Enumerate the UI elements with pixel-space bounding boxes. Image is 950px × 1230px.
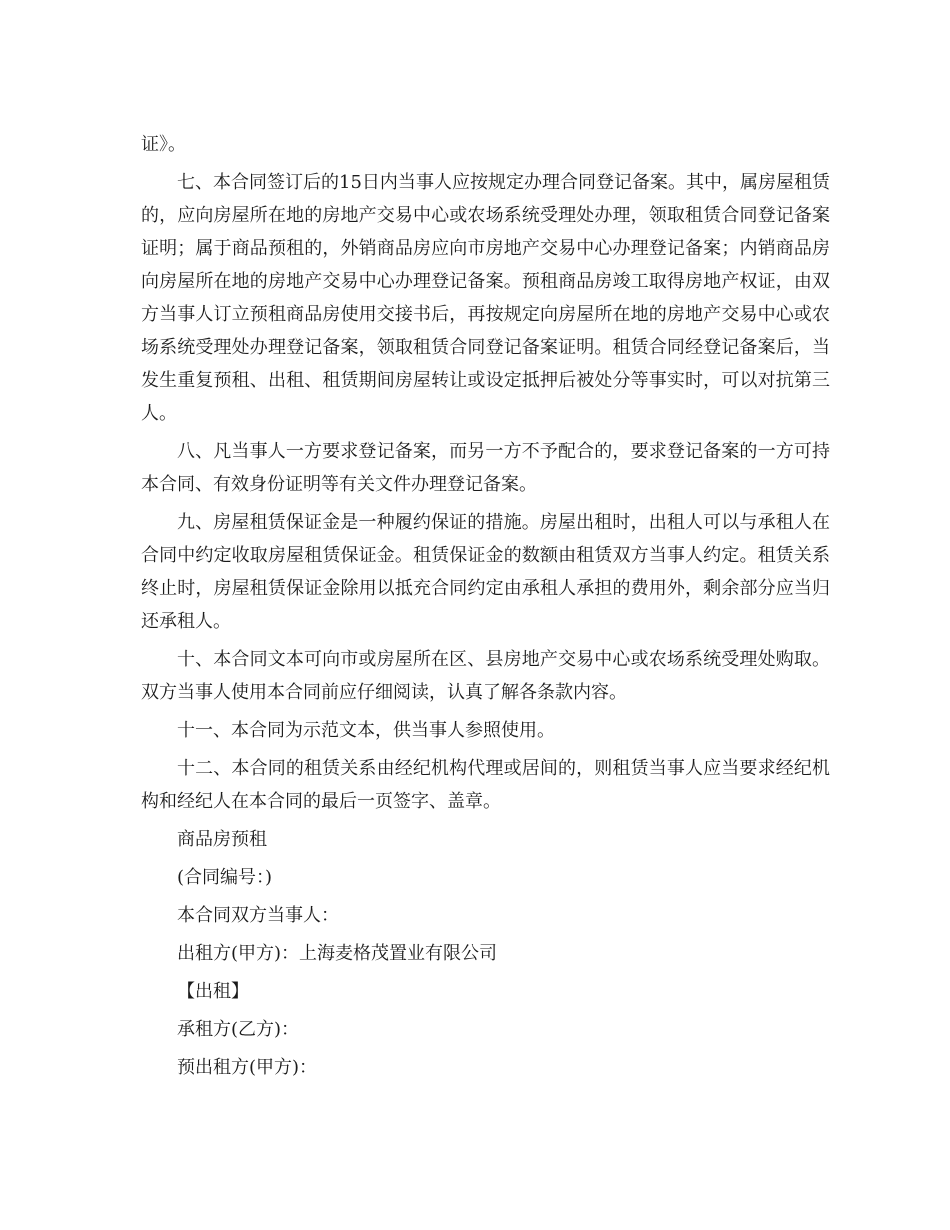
lessor-line: 出租方(甲方)：上海麦格茂置业有限公司 xyxy=(177,943,498,964)
section-heading-lease: 【出租】 xyxy=(177,981,249,1002)
parties-heading: 本合同双方当事人： xyxy=(177,905,339,926)
clause-11: 十一、本合同为示范文本，供当事人参照使用。 xyxy=(177,720,555,741)
clause-12: 十二、本合同的租赁关系由经纪机构代理或居间的，则租赁当事人应当要求经纪机构和经纪人在本合同的最后一页签字、盖章。 xyxy=(141,758,830,812)
pre-lessor-line: 预出租方(甲方)： xyxy=(177,1057,318,1078)
contract-number: (合同编号：) xyxy=(177,867,273,888)
lessee-line: 承租方(乙方)： xyxy=(177,1019,300,1040)
clause-9: 九、房屋租赁保证金是一种履约保证的措施。房屋出租时，出租人可以与承租人在合同中约定收取房屋租赁保证金。租赁保证金的数额由租赁双方当事人约定。租赁关系终止时，房屋租赁保证金除用以抵充合同约定由承租人承担的费用外，剩余部分应当归还承租人。 xyxy=(141,512,830,632)
clause-8: 八、凡当事人一方要求登记备案，而另一方不予配合的，要求登记备案的一方可持本合同、有效身份证明等有关文件办理登记备案。 xyxy=(141,441,830,495)
paragraph-continuation: 证》。 xyxy=(141,134,186,155)
clause-10: 十、本合同文本可向市或房屋所在区、县房地产交易中心或农场系统受理处购取。双方当事人使用本合同前应仔细阅读，认真了解各条款内容。 xyxy=(141,649,830,703)
clause-7: 七、本合同签订后的15日内当事人应按规定办理合同登记备案。其中，属房屋租赁的，应向房屋所在地的房地产交易中心或农场系统受理处办理，领取租赁合同登记备案证明；属于商品预租的，外销商品房应向市房地产交易中心办理登记备案；内销商品房向房屋所在地的房地产交易中心办理登记备案。预租商品房竣工取得房地产权证，由双方当事人订立预租商品房使用交接书后，再按规定向房屋所在地的房地产交易中心或农场系统受理处办理登记备案，领取租赁合同登记备案证明。租赁合同经登记备案后，当发生重复预租、出租、租赁期间房屋转让或设定抵押后被处分等事实时，可以对抗第三人。 xyxy=(141,172,830,424)
contract-title: 商品房预租 xyxy=(177,829,267,850)
